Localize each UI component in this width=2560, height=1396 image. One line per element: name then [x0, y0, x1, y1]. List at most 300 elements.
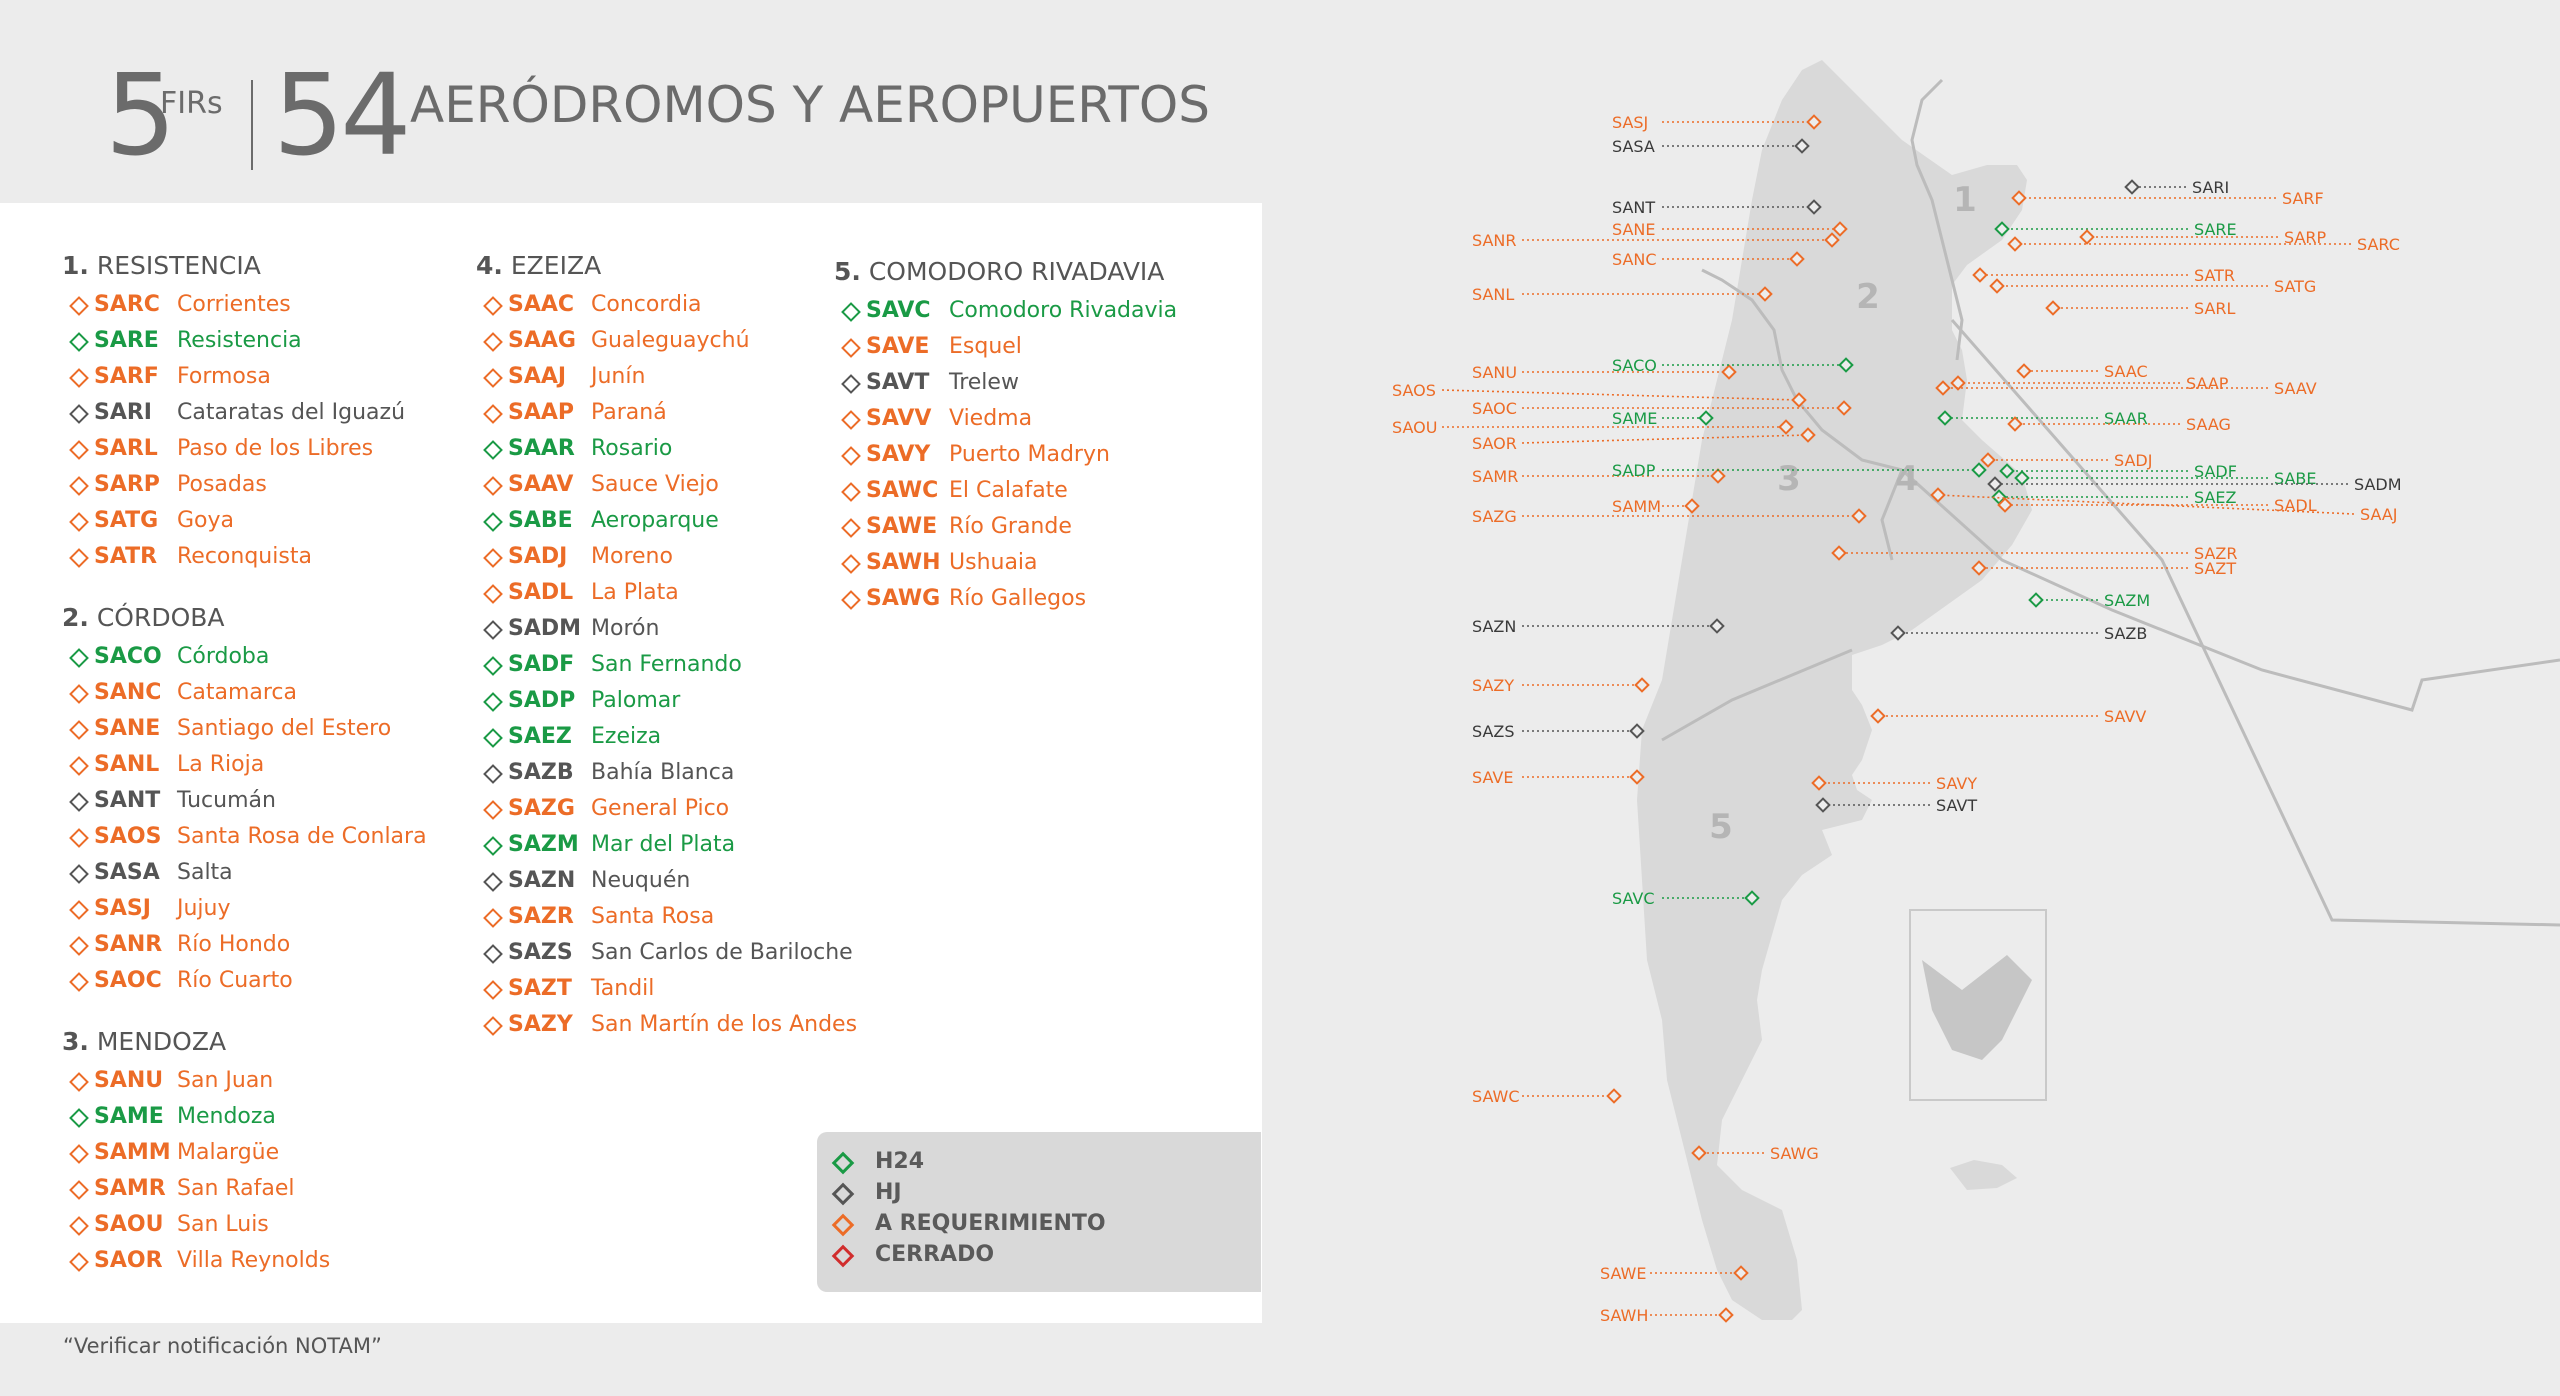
fir-region-number: 3	[1777, 459, 1801, 499]
aerodrome-name: Concordia	[591, 292, 702, 317]
aerodrome-code: SAAC	[508, 292, 575, 317]
map-aerodrome-marker	[2018, 362, 2148, 381]
status-diamond-icon	[841, 338, 861, 358]
aerodrome-row	[62, 1207, 522, 1243]
aerodrome-row	[62, 819, 522, 855]
aerodrome-name: Palomar	[591, 688, 681, 713]
aerodrome-code: SADP	[508, 688, 576, 713]
map-aerodrome-label: SAZN	[1472, 617, 1517, 636]
aerodrome-code: SAZG	[508, 796, 575, 821]
map-aerodrome-label: SAVV	[2104, 707, 2147, 726]
status-diamond-icon	[483, 836, 503, 856]
aerodrome-code: SAZM	[508, 832, 579, 857]
map-aerodrome-marker	[1472, 1087, 1620, 1106]
status-diamond-icon	[483, 620, 503, 640]
aerodrome-row	[834, 473, 1294, 509]
map-diamond-icon	[1872, 710, 1885, 723]
map-aerodrome-label: SAZG	[1472, 507, 1517, 526]
map-aerodrome-marker	[1892, 624, 2148, 643]
fir-number: 2.	[62, 603, 89, 632]
aerodrome-code: SARL	[94, 436, 158, 461]
aerodrome-code: SASA	[94, 860, 160, 885]
status-diamond-icon	[483, 368, 503, 388]
aerodrome-code: SANU	[94, 1068, 164, 1093]
map-diamond-icon	[2018, 365, 2031, 378]
status-diamond-icon	[69, 1216, 89, 1236]
map-aerodrome-label: SANC	[1612, 250, 1657, 269]
map-aerodrome-label: SAAC	[2104, 362, 2148, 381]
firs-count: 5	[105, 51, 173, 181]
aerodrome-name: Esquel	[949, 334, 1022, 359]
map-aerodrome-label: SASA	[1612, 137, 1655, 156]
map-aerodrome-label: SAVY	[1936, 774, 1978, 793]
status-diamond-icon	[69, 756, 89, 776]
aerodrome-row	[62, 927, 522, 963]
status-diamond-icon	[483, 332, 503, 352]
status-diamond-icon	[69, 1252, 89, 1272]
aerodrome-name: Paraná	[591, 400, 667, 425]
aerodrome-row	[476, 647, 936, 683]
status-diamond-icon	[69, 368, 89, 388]
aerodrome-name: Río Grande	[949, 514, 1072, 539]
map-aerodrome-label: SADF	[2194, 462, 2237, 481]
status-diamond-icon	[69, 828, 89, 848]
status-diamond-icon	[69, 440, 89, 460]
fir-region-number: 2	[1856, 277, 1880, 317]
aerodrome-row	[62, 395, 522, 431]
aerodrome-name: Catamarca	[177, 680, 298, 705]
aerodrome-code: SADJ	[508, 544, 568, 569]
status-diamond-icon	[69, 972, 89, 992]
map-aerodrome-marker	[1974, 266, 2235, 285]
map-aerodrome-label: SANT	[1612, 198, 1656, 217]
aerodrome-name: Viedma	[949, 406, 1033, 431]
map-aerodrome-label: SAMM	[1612, 497, 1662, 516]
aerodrome-name: San Luis	[177, 1212, 269, 1237]
aerodrome-row	[62, 467, 522, 503]
legend-label: CERRADO	[875, 1242, 995, 1267]
fir-heading	[62, 1024, 522, 1060]
legend-label: H24	[875, 1149, 925, 1174]
aerodrome-code: SAWE	[866, 514, 938, 539]
map-aerodrome-marker	[1472, 676, 1648, 695]
status-diamond-icon	[69, 1108, 89, 1128]
map-aerodrome-label: SAZR	[2194, 544, 2238, 563]
status-diamond-icon	[69, 864, 89, 884]
aerodrome-name: Junín	[591, 364, 646, 389]
aerodrome-code: SAOC	[94, 968, 162, 993]
aerodrome-row	[476, 755, 936, 791]
aerodrome-name: La Plata	[591, 580, 679, 605]
aerodrome-row	[834, 329, 1294, 365]
map-aerodrome-label: SAWC	[1472, 1087, 1520, 1106]
status-diamond-icon	[483, 548, 503, 568]
map-aerodrome-marker	[1952, 374, 2229, 393]
map-aerodrome-label: SATR	[2194, 266, 2236, 285]
map-aerodrome-label: SAVC	[1612, 889, 1655, 908]
legend-item	[817, 1239, 1261, 1270]
aerodrome-row	[62, 1243, 522, 1279]
map-aerodrome-label: SAAJ	[2360, 505, 2398, 524]
status-diamond-icon	[69, 548, 89, 568]
status-diamond-icon	[841, 482, 861, 502]
map-aerodrome-label: SAWE	[1600, 1264, 1647, 1283]
argentina-map-shape	[1637, 60, 2032, 1320]
aerodrome-row	[476, 1007, 936, 1043]
aerodrome-code: SAOU	[94, 1212, 164, 1237]
map-aerodrome-marker	[1612, 409, 1712, 428]
aerodrome-name: Bahía Blanca	[591, 760, 735, 785]
aerodrome-code: SAZT	[508, 976, 572, 1001]
aerodrome-code: SAWH	[866, 550, 941, 575]
aerodrome-name: Santiago del Estero	[177, 716, 392, 741]
aerodrome-code: SADF	[508, 652, 575, 677]
aerodrome-name: Neuquén	[591, 868, 691, 893]
aerodrome-code: SARE	[94, 328, 159, 353]
map-aerodrome-label: SAOU	[1392, 418, 1438, 437]
status-diamond-icon	[483, 656, 503, 676]
aerodrome-name: Córdoba	[177, 644, 270, 669]
map-aerodrome-label: SAZB	[2104, 624, 2148, 643]
legend-diamond-icon	[832, 1152, 855, 1175]
aerodrome-code: SAVY	[866, 442, 931, 467]
status-diamond-icon	[483, 764, 503, 784]
aerodromes-count: 54	[273, 51, 408, 181]
status-diamond-icon	[483, 1016, 503, 1036]
map-aerodrome-marker	[2016, 469, 2317, 488]
fir-resistencia	[62, 248, 522, 575]
notam-note: “Verificar notificación NOTAM”	[63, 1334, 382, 1358]
map-aerodrome-label: SAOR	[1472, 434, 1517, 453]
map-aerodrome-label: SAAR	[2104, 409, 2148, 428]
aerodrome-row	[62, 1099, 522, 1135]
fir-region-number: 4	[1895, 459, 1919, 499]
map-diamond-icon	[1636, 679, 1649, 692]
aerodrome-code: SARF	[94, 364, 159, 389]
aerodrome-name: San Martín de los Andes	[591, 1012, 858, 1037]
aerodrome-code: SATG	[94, 508, 159, 533]
aerodrome-row	[834, 365, 1294, 401]
aerodrome-name: Goya	[177, 508, 235, 533]
map-aerodrome-label: SACO	[1612, 356, 1657, 375]
aerodrome-code: SAMR	[94, 1176, 166, 1201]
fir-heading	[62, 600, 522, 636]
map-aerodrome-label: SARC	[2357, 235, 2400, 254]
aerodrome-row	[62, 747, 522, 783]
status-diamond-icon	[69, 1144, 89, 1164]
aerodrome-code: SABE	[508, 508, 573, 533]
status-diamond-icon	[69, 1072, 89, 1092]
map-aerodrome-marker	[1991, 277, 2317, 296]
legend-label: HJ	[875, 1180, 902, 1205]
aerodrome-name: Posadas	[177, 472, 267, 497]
aerodrome-row	[62, 359, 522, 395]
map-aerodrome-label: SARI	[2192, 178, 2230, 197]
status-diamond-icon	[69, 512, 89, 532]
fir-number: 1.	[62, 251, 89, 280]
aerodrome-code: SASJ	[94, 896, 151, 921]
aerodrome-row	[62, 891, 522, 927]
aerodrome-code: SAWG	[866, 586, 941, 611]
status-diamond-icon	[69, 936, 89, 956]
map-aerodrome-label: SAAV	[2274, 379, 2317, 398]
legend-diamond-icon	[832, 1245, 855, 1268]
legend-diamond-icon	[832, 1214, 855, 1237]
legend-item	[817, 1146, 1261, 1177]
map-aerodrome-label: SARE	[2194, 220, 2237, 239]
antarctica-sector	[1922, 955, 2032, 1060]
map-aerodrome-marker	[1472, 285, 1771, 304]
map-aerodrome-marker	[1872, 707, 2147, 726]
status-diamond-icon	[841, 554, 861, 574]
aerodrome-code: SAAP	[508, 400, 575, 425]
aerodrome-row	[62, 1135, 522, 1171]
map-aerodrome-label: SAZM	[2104, 591, 2151, 610]
aerodrome-row	[62, 855, 522, 891]
map-diamond-icon	[1991, 280, 2004, 293]
aerodrome-name: San Fernando	[591, 652, 742, 677]
status-diamond-icon	[69, 900, 89, 920]
aerodrome-row	[62, 711, 522, 747]
aerodrome-name: Paso de los Libres	[177, 436, 374, 461]
aerodrome-row	[476, 935, 936, 971]
aerodrome-row	[834, 293, 1294, 329]
map-aerodrome-label: SAWH	[1600, 1306, 1649, 1325]
aerodrome-row	[476, 683, 936, 719]
map-aerodrome-label: SABE	[2274, 469, 2317, 488]
aerodrome-name: Salta	[177, 860, 233, 885]
aerodrome-name: Ezeiza	[591, 724, 662, 749]
fir-number: 5.	[834, 257, 861, 286]
aerodrome-name: Jujuy	[177, 896, 231, 921]
fir-name: COMODORO RIVADAVIA	[860, 257, 1165, 286]
aerodrome-code: SAEZ	[508, 724, 572, 749]
fir-number: 3.	[62, 1027, 89, 1056]
map-aerodrome-label: SAVE	[1472, 768, 1514, 787]
map-aerodrome-label: SASJ	[1612, 113, 1649, 132]
aerodrome-row	[62, 639, 522, 675]
aerodrome-code: SADL	[508, 580, 574, 605]
aerodrome-name: Aeroparque	[591, 508, 719, 533]
aerodrome-row	[834, 545, 1294, 581]
aerodrome-row	[834, 509, 1294, 545]
map-diamond-icon	[2126, 181, 2139, 194]
aerodrome-name: Tandil	[591, 976, 655, 1001]
aerodrome-code: SAVV	[866, 406, 932, 431]
fir-heading	[62, 248, 522, 284]
map-aerodrome-label: SARP	[2284, 228, 2327, 247]
status-diamond-icon	[69, 332, 89, 352]
aerodrome-code: SAAV	[508, 472, 574, 497]
map-aerodrome-label: SANL	[1472, 285, 1515, 304]
aerodrome-row	[834, 437, 1294, 473]
aerodrome-row	[476, 899, 936, 935]
map-aerodrome-label: SAOC	[1472, 399, 1517, 418]
aerodrome-row	[476, 971, 936, 1007]
aerodrome-code: SADM	[508, 616, 582, 641]
legend-label: A REQUERIMIENTO	[875, 1211, 1106, 1236]
status-diamond-icon	[69, 792, 89, 812]
map-diamond-icon	[2009, 418, 2022, 431]
aerodrome-code: SANR	[94, 932, 163, 957]
status-diamond-icon	[483, 512, 503, 532]
map-aerodrome-label: SATG	[2274, 277, 2317, 296]
aerodrome-code: SAZS	[508, 940, 573, 965]
map-diamond-icon	[1974, 269, 1987, 282]
status-diamond-icon	[841, 410, 861, 430]
fir-name: EZEIZA	[502, 251, 602, 280]
map-aerodrome-label: SADM	[2354, 475, 2402, 494]
aerodrome-row	[62, 1171, 522, 1207]
aerodrome-row	[834, 581, 1294, 617]
status-diamond-icon	[69, 296, 89, 316]
aerodrome-code: SAZY	[508, 1012, 573, 1037]
aerodrome-name: El Calafate	[949, 478, 1068, 503]
fir-comodoro-rivadavia	[834, 254, 1294, 617]
status-diamond-icon	[483, 728, 503, 748]
status-diamond-icon	[841, 374, 861, 394]
aerodrome-name: Corrientes	[177, 292, 291, 317]
aerodrome-code: SARC	[94, 292, 160, 317]
aerodrome-row	[62, 963, 522, 999]
aerodrome-name: Sauce Viejo	[591, 472, 719, 497]
aerodrome-code: SANL	[94, 752, 160, 777]
map-aerodrome-label: SAZS	[1472, 722, 1515, 741]
status-diamond-icon	[483, 944, 503, 964]
aerodrome-row	[62, 1063, 522, 1099]
aerodrome-code: SANE	[94, 716, 161, 741]
map-aerodrome-marker	[1612, 497, 1698, 516]
aerodrome-code: SAVT	[866, 370, 930, 395]
status-diamond-icon	[483, 476, 503, 496]
map-aerodrome-marker	[1973, 559, 2237, 578]
fir-mendoza	[62, 1024, 522, 1279]
status-diamond-icon	[483, 908, 503, 928]
aerodrome-code: SARP	[94, 472, 160, 497]
aerodrome-name: San Carlos de Bariloche	[591, 940, 853, 965]
fir-region-number: 5	[1709, 807, 1733, 847]
aerodrome-name: Comodoro Rivadavia	[949, 298, 1178, 323]
aerodrome-code: SAME	[94, 1104, 164, 1129]
aerodrome-code: SANC	[94, 680, 162, 705]
aerodrome-name: Ushuaia	[949, 550, 1038, 575]
aerodrome-name: Malargüe	[177, 1140, 280, 1165]
aerodrome-name: Resistencia	[177, 328, 302, 353]
aerodrome-code: SAVC	[866, 298, 931, 323]
map-aerodrome-marker	[1937, 379, 2317, 398]
aerodrome-code: SAAR	[508, 436, 575, 461]
map-aerodrome-label: SAVT	[1936, 796, 1978, 815]
map-aerodrome-label: SARL	[2194, 299, 2236, 318]
aerodrome-code: SAZR	[508, 904, 574, 929]
aerodrome-name: Cataratas del Iguazú	[177, 400, 406, 425]
status-diamond-icon	[483, 872, 503, 892]
status-diamond-icon	[69, 720, 89, 740]
status-diamond-icon	[483, 296, 503, 316]
header-divider	[251, 80, 253, 170]
map-aerodrome-label: SANU	[1472, 363, 1518, 382]
status-diamond-icon	[483, 692, 503, 712]
aerodrome-code: SAOR	[94, 1248, 163, 1273]
map-aerodrome-marker	[1472, 363, 1735, 382]
map-aerodrome-marker	[1472, 722, 1643, 741]
aerodrome-code: SAMM	[94, 1140, 171, 1165]
status-diamond-icon	[483, 980, 503, 1000]
aerodrome-name: Tucumán	[177, 788, 276, 813]
aerodrome-row	[476, 719, 936, 755]
aerodrome-row	[62, 675, 522, 711]
aerodrome-name: Villa Reynolds	[177, 1248, 331, 1273]
aerodrome-name: Moreno	[591, 544, 673, 569]
status-diamond-icon	[483, 440, 503, 460]
page-title: AERÓDROMOS Y AEROPUERTOS	[410, 76, 1211, 134]
aerodrome-name: Puerto Madryn	[949, 442, 1110, 467]
aerodrome-code: SAWC	[866, 478, 939, 503]
map-aerodrome-label: SANR	[1472, 231, 1517, 250]
map-diamond-icon	[2009, 238, 2022, 251]
aerodrome-name: Reconquista	[177, 544, 312, 569]
aerodrome-code: SAOS	[94, 824, 162, 849]
aerodrome-code: SATR	[94, 544, 158, 569]
aerodrome-row	[834, 401, 1294, 437]
map-aerodrome-label: SADP	[1612, 461, 1656, 480]
aerodrome-name: Santa Rosa	[591, 904, 715, 929]
status-diamond-icon	[483, 404, 503, 424]
fir-map	[1262, 0, 2560, 1396]
aerodrome-code: SACO	[94, 644, 162, 669]
map-aerodrome-marker	[1996, 220, 2237, 239]
map-aerodrome-marker	[2047, 299, 2236, 318]
fir-name: MENDOZA	[88, 1027, 227, 1056]
aerodrome-name: Rosario	[591, 436, 673, 461]
map-aerodrome-marker	[1600, 1306, 1732, 1325]
fir-heading	[834, 254, 1294, 290]
map-aerodrome-label: SADL	[2274, 496, 2317, 515]
aerodrome-row	[62, 503, 522, 539]
aerodrome-row	[62, 783, 522, 819]
aerodrome-code: SAAJ	[508, 364, 567, 389]
firs-label: FIRs	[160, 86, 223, 121]
aerodrome-code: SAAG	[508, 328, 576, 353]
status-diamond-icon	[69, 476, 89, 496]
map-aerodrome-label: SAAP	[2186, 374, 2229, 393]
map-diamond-icon	[2081, 231, 2094, 244]
aerodrome-name: Formosa	[177, 364, 271, 389]
aerodrome-name: Gualeguaychú	[591, 328, 750, 353]
status-diamond-icon	[69, 1180, 89, 1200]
malvinas-islands	[1950, 1160, 2017, 1190]
map-aerodrome-label: SAEZ	[2194, 488, 2237, 507]
aerodrome-code: SAZN	[508, 868, 576, 893]
fir-cordoba	[62, 600, 522, 999]
map-aerodrome-marker	[2013, 189, 2324, 208]
fir-name: RESISTENCIA	[88, 251, 261, 280]
aerodrome-name: La Rioja	[177, 752, 265, 777]
aerodrome-name: General Pico	[591, 796, 730, 821]
aerodrome-row	[62, 323, 522, 359]
aerodrome-name: San Rafael	[177, 1176, 295, 1201]
map-aerodrome-marker	[1472, 768, 1643, 787]
map-aerodrome-label: SAAG	[2186, 415, 2231, 434]
aerodrome-name: Mendoza	[177, 1104, 276, 1129]
map-diamond-icon	[1631, 725, 1644, 738]
map-aerodrome-label: SANE	[1612, 220, 1656, 239]
aerodrome-row	[62, 287, 522, 323]
fir-number: 4.	[476, 251, 503, 280]
fir-region-number: 1	[1953, 180, 1977, 220]
map-aerodrome-label: SAWG	[1770, 1144, 1819, 1163]
map-aerodrome-label: SAME	[1612, 409, 1658, 428]
